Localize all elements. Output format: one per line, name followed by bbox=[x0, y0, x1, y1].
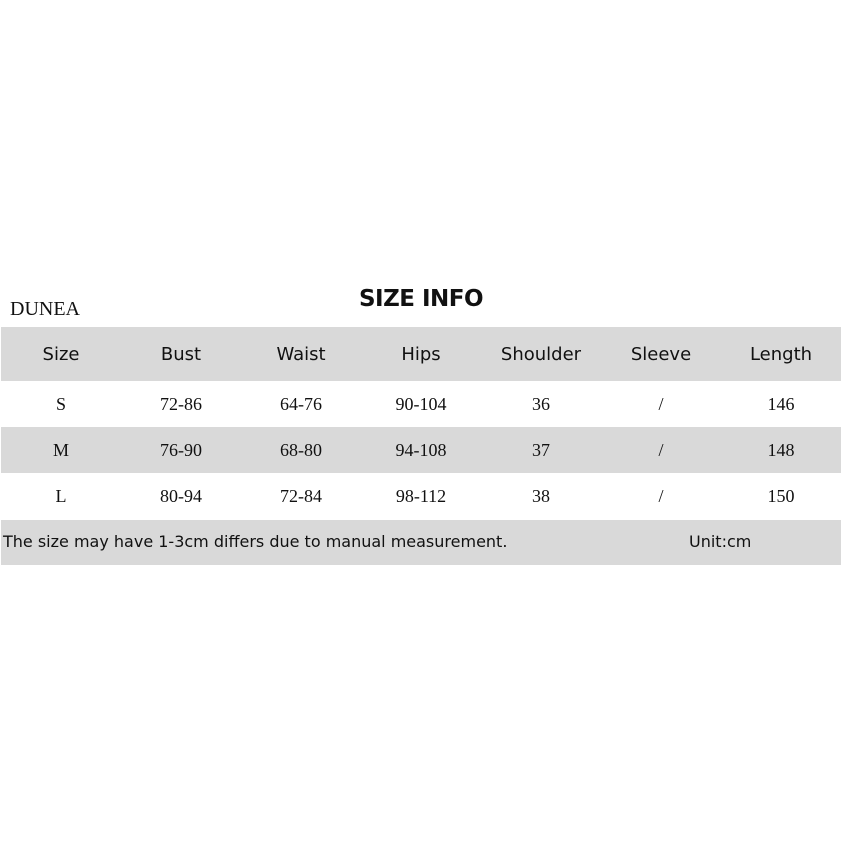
cell-waist: 68-80 bbox=[280, 439, 322, 460]
cell-bust: 72-86 bbox=[160, 393, 202, 414]
page-title: SIZE INFO bbox=[358, 286, 484, 312]
cell-waist: 72-84 bbox=[280, 485, 322, 506]
header-hips: Hips bbox=[401, 343, 441, 365]
cell-length: 150 bbox=[767, 485, 795, 506]
cell-shoulder: 37 bbox=[532, 439, 550, 460]
cell-shoulder: 38 bbox=[532, 485, 550, 506]
unit-label: Unit:cm bbox=[689, 532, 752, 551]
cell-size: S bbox=[55, 393, 66, 414]
header-sleeve: Sleeve bbox=[630, 343, 692, 365]
table-row bbox=[1, 473, 841, 519]
header-shoulder: Shoulder bbox=[500, 343, 582, 365]
table-footer bbox=[1, 520, 841, 565]
header-bust: Bust bbox=[160, 343, 202, 365]
cell-sleeve: / bbox=[658, 393, 664, 414]
header-size: Size bbox=[42, 343, 80, 365]
cell-size: M bbox=[52, 439, 69, 460]
table-row bbox=[1, 381, 841, 427]
cell-bust: 76-90 bbox=[160, 439, 202, 460]
measurement-note: The size may have 1-3cm differs due to manual measurement. bbox=[3, 532, 508, 551]
brand-name: DUNEA bbox=[10, 298, 80, 320]
table-header-row bbox=[1, 327, 841, 381]
cell-sleeve: / bbox=[658, 439, 664, 460]
cell-hips: 90-104 bbox=[395, 393, 447, 414]
cell-shoulder: 36 bbox=[532, 393, 550, 414]
header-length: Length bbox=[749, 343, 813, 365]
cell-size: L bbox=[55, 485, 67, 506]
size-table bbox=[1, 327, 841, 565]
cell-waist: 64-76 bbox=[280, 393, 322, 414]
cell-bust: 80-94 bbox=[160, 485, 202, 506]
header-waist: Waist bbox=[276, 343, 326, 365]
table-row bbox=[1, 427, 841, 473]
cell-hips: 98-112 bbox=[395, 485, 447, 506]
cell-length: 148 bbox=[767, 439, 795, 460]
cell-length: 146 bbox=[767, 393, 795, 414]
cell-sleeve: / bbox=[658, 485, 664, 506]
cell-hips: 94-108 bbox=[395, 439, 447, 460]
